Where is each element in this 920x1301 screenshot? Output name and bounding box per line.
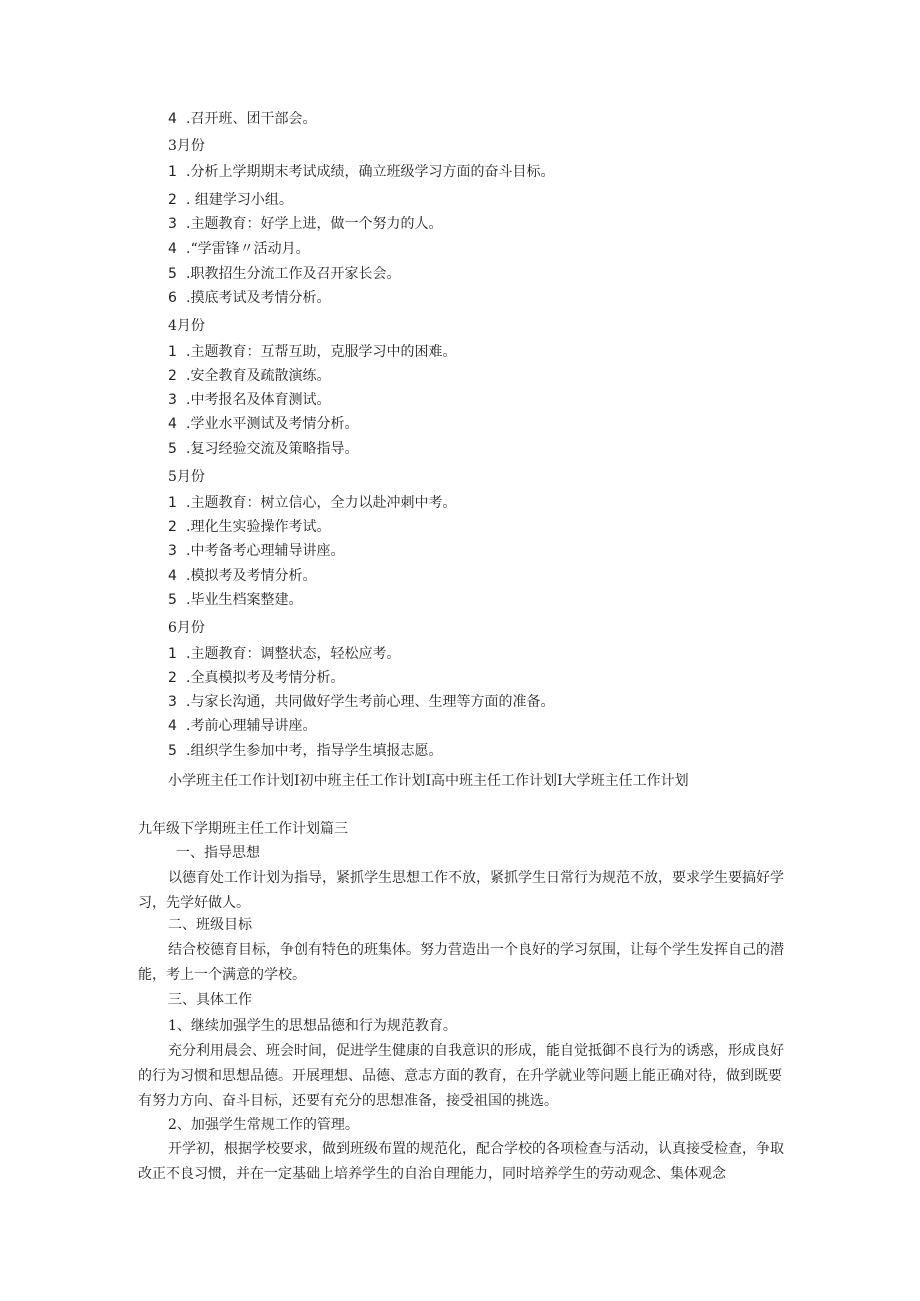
item-number: 2 — [168, 192, 177, 208]
work-body-1: 充分利用晨会、班会时间，促进学生健康的自我意识的形成，能自觉抵御不良行为的诱惑，形成良好的行为习惯和思想品德。开展理想、品德、意志方面的教育，在升学就业等问题上能正确对待，做到既要有努力方向、奋斗目标，还要有充分的思想准备，接受祖国的挑选。 — [138, 1043, 784, 1109]
item-text: .中考报名及体育测试。 — [186, 392, 331, 408]
item-text: .主题教育：树立信心，全力以赴冲刺中考。 — [186, 495, 457, 511]
item-text: .毕业生档案整建。 — [186, 592, 303, 608]
item-number: 4 — [168, 718, 177, 734]
item-number: 4 — [168, 416, 177, 432]
item-number: 1 — [168, 495, 177, 511]
month-title: 5月份 — [168, 469, 205, 485]
section-body-guiding-ideology: 以德育处工作计划为指导，紧抓学生思想工作不放，紧抓学生日常行为规范不放，要求学生要搞好学习，先学好做人。 — [138, 870, 784, 911]
item-text: .全真模拟考及考情分析。 — [186, 670, 345, 686]
item-text: .复习经验交流及策略指导。 — [186, 441, 359, 457]
section-body-class-goal: 结合校德育目标，争创有特色的班集体。努力营造出一个良好的学习氛围，让每个学生发挥自己的潜能，考上一个满意的学校。 — [138, 942, 784, 983]
item-text: .职教招生分流工作及召开家长会。 — [186, 266, 401, 282]
month-title: 3月份 — [168, 138, 205, 154]
work-heading-1: 1、继续加强学生的思想品德和行为规范教育。 — [168, 1018, 457, 1034]
item-text: .主题教育：好学上进，做一个努力的人。 — [186, 216, 443, 232]
item-number: 1 — [168, 164, 177, 180]
item-text: .摸底考试及考情分析。 — [186, 290, 331, 306]
item-text: .理化生实验操作考试。 — [186, 519, 331, 535]
item-number: 2 — [168, 368, 177, 384]
work-heading-2: 2、加强学生常规工作的管理。 — [168, 1117, 359, 1133]
item-text: .学业水平测试及考情分析。 — [186, 416, 359, 432]
item-text: .组织学生参加中考，指导学生填报志愿。 — [186, 743, 443, 759]
item-number: 5 — [168, 266, 177, 282]
item-number: 2 — [168, 519, 177, 535]
item-number: 3 — [168, 543, 177, 559]
item-text: . 组建学习小组。 — [186, 192, 293, 208]
item-number: 5 — [168, 441, 177, 457]
item-number: 4 — [168, 568, 177, 584]
item-number: 3 — [168, 216, 177, 232]
item-text: .安全教育及疏散演练。 — [186, 368, 331, 384]
item-text: .中考备考心理辅导讲座。 — [186, 543, 345, 559]
section-heading-class-goal: 二、班级目标 — [168, 917, 252, 933]
item-text: .主题教育：调整状态，轻松应考。 — [186, 646, 401, 662]
work-body-2: 开学初，根据学校要求，做到班级布置的规范化，配合学校的各项检查与活动，认真接受检查，争取改正不良习惯，并在一定基础上培养学生的自治自理能力，同时培养学生的劳动观念、集体观念 — [138, 1141, 784, 1182]
article-title: 九年级下学期班主任工作计划篇三 — [138, 821, 348, 837]
item-number: 3 — [168, 694, 177, 710]
item-text: .模拟考及考情分析。 — [186, 568, 317, 584]
item-text: .与家长沟通，共同做好学生考前心理、生理等方面的准备。 — [186, 694, 555, 710]
item-number: 6 — [168, 290, 177, 306]
item-number: 5 — [168, 592, 177, 608]
section-heading-specific-work: 三、具体工作 — [168, 992, 252, 1008]
item-number: 5 — [168, 743, 177, 759]
item-number: 1 — [168, 344, 177, 360]
item-text: .主题教育：互帮互助，克服学习中的困难。 — [186, 344, 457, 360]
item-number: 3 — [168, 392, 177, 408]
item-text: .分析上学期期末考试成绩，确立班级学习方面的奋斗目标。 — [186, 164, 555, 180]
month-title: 4月份 — [168, 318, 205, 334]
item-text: .“学雷锋〃活动月。 — [186, 241, 310, 257]
item-number: 2 — [168, 670, 177, 686]
item-number: 4 — [168, 111, 177, 127]
month-title: 6月份 — [168, 620, 205, 636]
section-heading-guiding-ideology: 一、指导思想 — [176, 845, 260, 861]
item-number: 1 — [168, 646, 177, 662]
item-text: .召开班、团干部会。 — [186, 111, 317, 127]
item-text: .考前心理辅导讲座。 — [186, 718, 317, 734]
item-number: 4 — [168, 241, 177, 257]
related-links[interactable]: 小学班主任工作计划I初中班主任工作计划I高中班主任工作计划I大学班主任工作计划 — [168, 773, 689, 789]
